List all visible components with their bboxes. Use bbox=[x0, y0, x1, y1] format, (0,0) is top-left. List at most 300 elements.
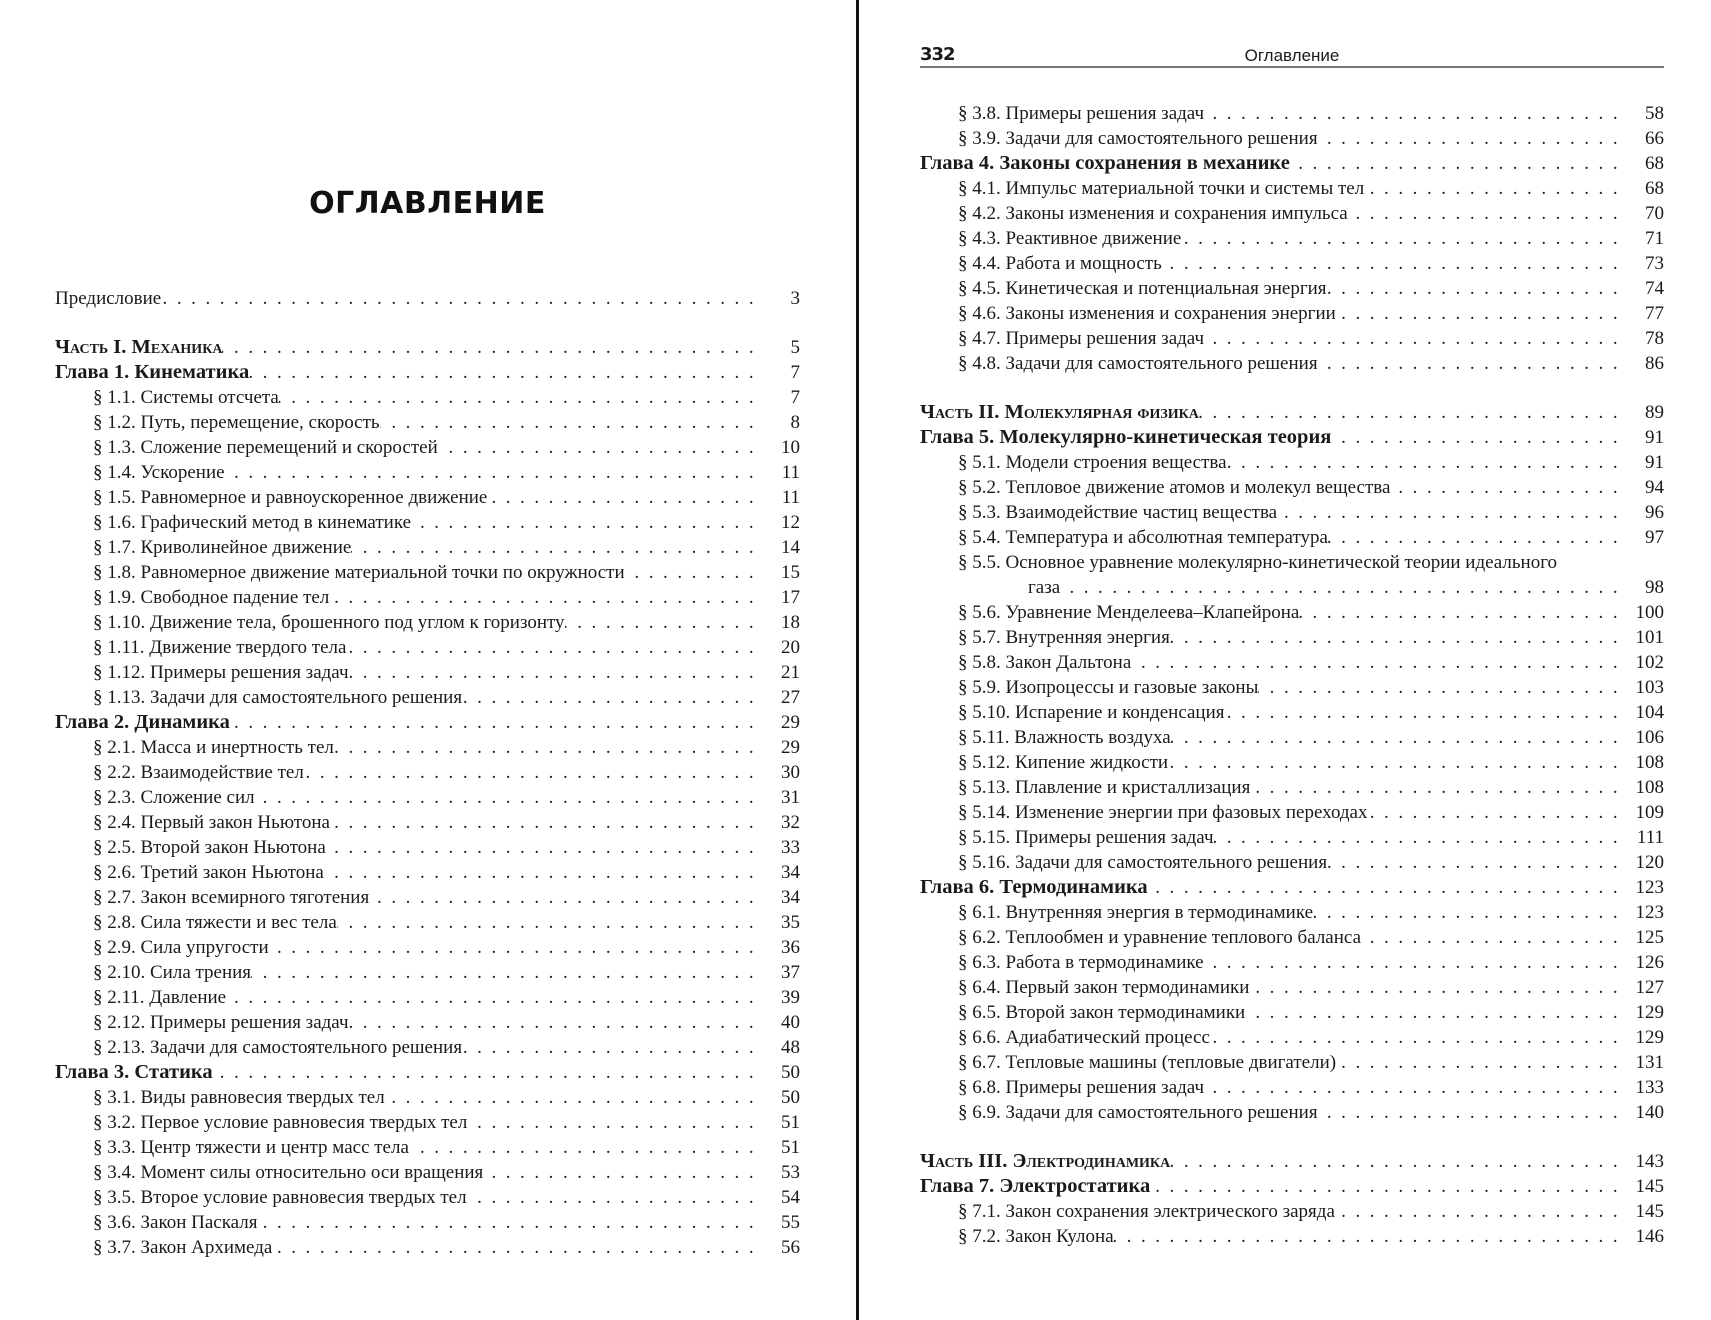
toc-entry-label: § 6.9. Задачи для самостоятельного решения bbox=[958, 1102, 1318, 1123]
toc-entry-label: § 3.5. Второе условие равновесия твердых тел bbox=[93, 1187, 467, 1208]
toc-entry-label: газа bbox=[1028, 577, 1061, 598]
dot-leader bbox=[269, 935, 756, 960]
toc-page-number: 140 bbox=[1635, 1102, 1664, 1123]
dot-leader bbox=[329, 585, 756, 610]
toc-page-number: 35 bbox=[781, 912, 800, 933]
dot-leader bbox=[1162, 251, 1620, 276]
toc-entry-label: § 4.3. Реактивное движение bbox=[958, 228, 1182, 249]
toc-entry-sec bbox=[55, 435, 800, 460]
toc-page-number: 73 bbox=[1645, 253, 1664, 274]
dot-leader bbox=[222, 335, 756, 360]
toc-entry-sec bbox=[920, 850, 1664, 875]
dot-leader bbox=[1327, 850, 1620, 875]
dot-leader bbox=[411, 510, 756, 535]
toc-page-number: 97 bbox=[1645, 527, 1664, 548]
toc-page-number: 7 bbox=[790, 362, 800, 383]
page-number: 332 bbox=[920, 44, 955, 65]
toc-page-number: 8 bbox=[790, 412, 800, 433]
toc-entry-label: Глава 3. Статика bbox=[55, 1061, 213, 1083]
toc-entry-sec bbox=[55, 635, 800, 660]
toc-page-number: 18 bbox=[781, 612, 800, 633]
toc-right-page bbox=[920, 101, 1664, 1249]
toc-page-number: 50 bbox=[781, 1062, 800, 1083]
toc-page-number: 96 bbox=[1645, 502, 1664, 523]
dot-leader bbox=[409, 1135, 756, 1160]
dot-leader bbox=[346, 635, 756, 660]
toc-page-number: 70 bbox=[1645, 203, 1664, 224]
toc-entry-sec bbox=[55, 410, 800, 435]
toc-entry-label: Глава 1. Кинематика bbox=[55, 361, 250, 383]
dot-leader bbox=[483, 1160, 756, 1185]
toc-entry-sec bbox=[55, 485, 800, 510]
toc-entry-chap bbox=[920, 875, 1664, 900]
dot-leader bbox=[1171, 725, 1620, 750]
dot-leader bbox=[467, 1185, 756, 1210]
toc-page-number: 30 bbox=[781, 762, 800, 783]
dot-leader bbox=[1249, 975, 1620, 1000]
toc-entry-label: § 5.10. Испарение и конденсация bbox=[958, 702, 1225, 723]
page-gutter-divider bbox=[856, 0, 859, 1320]
toc-entry-label: § 1.12. Примеры решения задач bbox=[93, 662, 349, 683]
toc-entry-sec bbox=[55, 1085, 800, 1110]
dot-leader bbox=[330, 810, 756, 835]
toc-entry-label: § 6.4. Первый закон термодинамики bbox=[958, 977, 1250, 998]
toc-entry-sec bbox=[55, 535, 800, 560]
toc-entry-label: § 3.6. Закон Паскаля bbox=[93, 1212, 258, 1233]
toc-page-number: 145 bbox=[1635, 1201, 1664, 1222]
dot-leader bbox=[1318, 126, 1620, 151]
toc-entry-sec bbox=[55, 810, 800, 835]
toc-page-number: 123 bbox=[1635, 902, 1664, 923]
dot-leader bbox=[1368, 800, 1621, 825]
toc-entry-label: § 2.8. Сила тяжести и вес тела bbox=[93, 912, 337, 933]
toc-entry-chap bbox=[920, 1174, 1664, 1199]
toc-page-number: 50 bbox=[781, 1087, 800, 1108]
toc-entry-label: Глава 5. Молекулярно-кинетическая теория bbox=[920, 426, 1332, 448]
toc-entry-sec bbox=[920, 1075, 1664, 1100]
toc-entry-label: § 2.13. Задачи для самостоятельного решения bbox=[93, 1037, 463, 1058]
toc-entry-label: § 2.4. Первый закон Ньютона bbox=[93, 812, 330, 833]
toc-entry-sec bbox=[920, 326, 1664, 351]
toc-page-number: 145 bbox=[1635, 1176, 1664, 1197]
toc-entry-sec bbox=[55, 910, 800, 935]
toc-page-number: 91 bbox=[1645, 427, 1664, 448]
toc-page-number: 68 bbox=[1645, 153, 1664, 174]
toc-entry-sec bbox=[920, 975, 1664, 1000]
toc-entry-label: § 6.1. Внутренняя энергия в термодинамике bbox=[958, 902, 1314, 923]
toc-entry-label: § 4.8. Задачи для самостоятельного решения bbox=[958, 353, 1318, 374]
dot-leader bbox=[225, 460, 756, 485]
toc-page-number: 53 bbox=[781, 1162, 800, 1183]
dot-leader bbox=[1299, 600, 1620, 625]
toc-page-number: 58 bbox=[1645, 103, 1664, 124]
dot-leader bbox=[1060, 575, 1620, 600]
toc-entry-label: § 2.7. Закон всемирного тяготения bbox=[93, 887, 370, 908]
toc-entry-sec bbox=[55, 1110, 800, 1135]
toc-entry-label: § 1.5. Равномерное и равноускоренное движение bbox=[93, 487, 488, 508]
toc-entry-sec bbox=[55, 1185, 800, 1210]
toc-entry-label: § 4.7. Примеры решения задач bbox=[958, 328, 1205, 349]
dot-leader bbox=[1290, 151, 1620, 176]
toc-entry-label: § 2.11. Давление bbox=[93, 987, 227, 1008]
toc-entry-label: § 3.3. Центр тяжести и центр масс тела bbox=[93, 1137, 409, 1158]
dot-leader bbox=[487, 485, 756, 510]
toc-entry-label: § 6.7. Тепловые машины (тепловые двигатели) bbox=[958, 1052, 1337, 1073]
toc-entry-label: § 6.5. Второй закон термодинамики bbox=[958, 1002, 1246, 1023]
toc-entry-label: § 2.3. Сложение сил bbox=[93, 787, 255, 808]
toc-entry-sec bbox=[920, 675, 1664, 700]
toc-entry-sec bbox=[920, 276, 1664, 301]
dot-leader bbox=[1318, 1100, 1620, 1125]
toc-entry-label: § 6.2. Теплообмен и уравнение теплового баланса bbox=[958, 927, 1362, 948]
toc-page-number: 146 bbox=[1635, 1226, 1664, 1247]
toc-page-number: 94 bbox=[1645, 477, 1664, 498]
toc-entry-label: § 2.10. Сила трения bbox=[93, 962, 252, 983]
toc-entry-sec bbox=[55, 1160, 800, 1185]
dot-leader bbox=[625, 560, 756, 585]
toc-entry-sec bbox=[55, 1210, 800, 1235]
toc-entry-part bbox=[920, 1149, 1664, 1174]
toc-title: ОГЛАВЛЕНИЕ bbox=[309, 186, 546, 221]
dot-leader bbox=[1170, 625, 1620, 650]
toc-page-number: 129 bbox=[1635, 1027, 1664, 1048]
toc-entry-sec bbox=[55, 460, 800, 485]
toc-entry-sec bbox=[55, 685, 800, 710]
toc-entry-label: § 5.8. Закон Дальтона bbox=[958, 652, 1132, 673]
toc-left-page bbox=[55, 286, 800, 1260]
toc-entry-sec bbox=[920, 1000, 1664, 1025]
toc-entry-label: § 5.11. Влажность воздуха bbox=[958, 727, 1171, 748]
toc-entry-sec bbox=[920, 176, 1664, 201]
toc-page-number: 31 bbox=[781, 787, 800, 808]
toc-entry-label: § 5.6. Уравнение Менделеева–Клапейрона bbox=[958, 602, 1300, 623]
dot-leader bbox=[349, 1010, 756, 1035]
dot-leader bbox=[1327, 276, 1620, 301]
toc-entry-sec bbox=[920, 126, 1664, 151]
toc-entry-label: § 6.8. Примеры решения задач bbox=[958, 1077, 1205, 1098]
dot-leader bbox=[467, 1110, 756, 1135]
dot-leader bbox=[1214, 825, 1620, 850]
toc-entry-chap bbox=[55, 710, 800, 735]
toc-entry-sec bbox=[920, 301, 1664, 326]
dot-leader bbox=[279, 385, 756, 410]
toc-entry-label: § 5.9. Изопроцессы и газовые законы bbox=[958, 677, 1259, 698]
toc-entry-sec bbox=[55, 835, 800, 860]
toc-page-number: 102 bbox=[1635, 652, 1664, 673]
toc-entry-sec bbox=[55, 610, 800, 635]
toc-entry-sec bbox=[920, 1224, 1664, 1249]
toc-page-number: 77 bbox=[1645, 303, 1664, 324]
toc-page-number: 51 bbox=[781, 1112, 800, 1133]
toc-page-number: 108 bbox=[1635, 752, 1664, 773]
toc-page-number: 104 bbox=[1635, 702, 1664, 723]
dot-leader bbox=[1245, 1000, 1620, 1025]
toc-page-number: 91 bbox=[1645, 452, 1664, 473]
dot-leader bbox=[1336, 1050, 1620, 1075]
toc-page-number: 120 bbox=[1635, 852, 1664, 873]
toc-entry-sec bbox=[920, 226, 1664, 251]
toc-page-number: 54 bbox=[781, 1187, 800, 1208]
toc-entry-label: § 2.9. Сила упругости bbox=[93, 937, 269, 958]
dot-leader bbox=[1335, 1199, 1620, 1224]
dot-leader bbox=[337, 910, 756, 935]
toc-page-number: 48 bbox=[781, 1037, 800, 1058]
toc-entry-label: § 7.2. Закон Кулона bbox=[958, 1226, 1114, 1247]
toc-entry-label: § 5.4. Температура и абсолютная температура bbox=[958, 527, 1328, 548]
dot-leader bbox=[565, 610, 756, 635]
toc-entry-label: Часть III. Электродинамика bbox=[920, 1150, 1171, 1172]
dot-leader bbox=[1277, 500, 1620, 525]
toc-page-number: 71 bbox=[1645, 228, 1664, 249]
dot-leader bbox=[304, 760, 756, 785]
toc-page-number: 3 bbox=[790, 288, 800, 309]
toc-entry-sec bbox=[55, 660, 800, 685]
toc-entry-label: § 5.7. Внутренняя энергия bbox=[958, 627, 1170, 648]
dot-leader bbox=[258, 1210, 757, 1235]
dot-leader bbox=[226, 985, 756, 1010]
dot-leader bbox=[1336, 301, 1620, 326]
toc-entry-sec bbox=[55, 385, 800, 410]
dot-leader bbox=[1225, 700, 1620, 725]
toc-entry-label: Часть II. Молекулярная физика bbox=[920, 401, 1199, 423]
toc-entry-sec bbox=[55, 1010, 800, 1035]
toc-entry-sec bbox=[920, 351, 1664, 376]
dot-leader bbox=[1170, 1149, 1620, 1174]
toc-page-number: 131 bbox=[1635, 1052, 1664, 1073]
toc-page-number: 34 bbox=[781, 862, 800, 883]
toc-entry-chap bbox=[920, 151, 1664, 176]
toc-entry-label: § 4.6. Законы изменения и сохранения энергии bbox=[958, 303, 1336, 324]
toc-entry-sec bbox=[920, 725, 1664, 750]
toc-entry-sec bbox=[920, 800, 1664, 825]
toc-page-number: 15 bbox=[781, 562, 800, 583]
dot-leader bbox=[1114, 1224, 1620, 1249]
toc-page-number: 78 bbox=[1645, 328, 1664, 349]
toc-entry-sec bbox=[55, 1035, 800, 1060]
toc-entry-sec bbox=[55, 510, 800, 535]
toc-entry-label: § 6.3. Работа в термодинамике bbox=[958, 952, 1204, 973]
dot-leader bbox=[1199, 400, 1620, 425]
toc-entry-label: § 3.8. Примеры решения задач bbox=[958, 103, 1205, 124]
toc-entry-sec bbox=[920, 500, 1664, 525]
toc-entry-label: § 5.1. Модели строения вещества bbox=[958, 452, 1227, 473]
toc-entry-label: § 1.8. Равномерное движение материальной точки по окружности bbox=[93, 562, 625, 583]
dot-leader bbox=[1131, 650, 1620, 675]
toc-entry-sec bbox=[55, 735, 800, 760]
dot-leader bbox=[1181, 226, 1620, 251]
toc-entry-label: § 3.2. Первое условие равновесия твердых тел bbox=[93, 1112, 468, 1133]
dot-leader bbox=[1390, 475, 1620, 500]
toc-entry-label: § 7.1. Закон сохранения электрического заряда bbox=[958, 1201, 1335, 1222]
toc-entry-label: § 4.1. Импульс материальной точки и системы тел bbox=[958, 178, 1365, 199]
toc-entry-label: Глава 6. Термодинамика bbox=[920, 876, 1148, 898]
dot-leader bbox=[385, 1085, 756, 1110]
dot-leader bbox=[369, 885, 756, 910]
toc-entry-sec bbox=[920, 650, 1664, 675]
toc-entry-sec bbox=[55, 885, 800, 910]
toc-entry-sec bbox=[920, 1199, 1664, 1224]
toc-entry-sec bbox=[920, 600, 1664, 625]
toc-entry-sec bbox=[920, 525, 1664, 550]
toc-entry-label: § 1.6. Графический метод в кинематике bbox=[93, 512, 412, 533]
toc-page-number: 40 bbox=[781, 1012, 800, 1033]
dot-leader bbox=[1204, 326, 1620, 351]
dot-leader bbox=[1318, 351, 1620, 376]
toc-entry-label: Предисловие bbox=[55, 288, 162, 309]
toc-page-number: 106 bbox=[1635, 727, 1664, 748]
toc-page-number: 56 bbox=[781, 1237, 800, 1258]
toc-entry-label: § 5.2. Тепловое движение атомов и молекул вещества bbox=[958, 477, 1391, 498]
toc-page-number: 20 bbox=[781, 637, 800, 658]
toc-page-number: 98 bbox=[1645, 577, 1664, 598]
toc-page-number: 123 bbox=[1635, 877, 1664, 898]
toc-page-number: 29 bbox=[781, 712, 800, 733]
toc-entry-sec bbox=[920, 1050, 1664, 1075]
toc-entry-sec bbox=[55, 560, 800, 585]
toc-entry-label: § 3.7. Закон Архимеда bbox=[93, 1237, 273, 1258]
toc-entry-sec bbox=[55, 860, 800, 885]
toc-entry-sec bbox=[920, 1100, 1664, 1125]
toc-entry-sec bbox=[55, 1135, 800, 1160]
toc-page-number: 32 bbox=[781, 812, 800, 833]
toc-page-number: 11 bbox=[781, 462, 800, 483]
toc-page-number: 7 bbox=[790, 387, 800, 408]
toc-page-number: 29 bbox=[781, 737, 800, 758]
dot-leader bbox=[462, 685, 756, 710]
toc-page-number: 51 bbox=[781, 1137, 800, 1158]
toc-page-number: 27 bbox=[781, 687, 800, 708]
toc-entry-label: Глава 4. Законы сохранения в механике bbox=[920, 152, 1290, 174]
running-header-title: Оглавление bbox=[1244, 46, 1340, 65]
dot-leader bbox=[1361, 925, 1620, 950]
toc-entry-label: § 2.12. Примеры решения задач bbox=[93, 1012, 349, 1033]
toc-entry-sec bbox=[920, 101, 1664, 126]
dot-leader bbox=[462, 1035, 756, 1060]
toc-entry-chap bbox=[920, 425, 1664, 450]
toc-entry-sec bbox=[920, 750, 1664, 775]
toc-entry-label: § 1.2. Путь, перемещение, скорость bbox=[93, 412, 380, 433]
toc-entry-line: § 5.5. Основное уравнение молекулярно-кинетической теории идеального bbox=[958, 552, 1558, 573]
dot-leader bbox=[324, 860, 756, 885]
toc-entry-label: § 5.13. Плавление и кристаллизация bbox=[958, 777, 1251, 798]
toc-entry-label: § 1.4. Ускорение bbox=[93, 462, 225, 483]
toc-entry-label: § 5.16. Задачи для самостоятельного решения bbox=[958, 852, 1328, 873]
dot-leader bbox=[249, 360, 756, 385]
dot-leader bbox=[326, 835, 756, 860]
toc-entry-sec bbox=[55, 1235, 800, 1260]
toc-entry-label: § 3.4. Момент силы относительно оси вращения bbox=[93, 1162, 484, 1183]
dot-leader bbox=[1204, 950, 1620, 975]
toc-entry-sec bbox=[920, 625, 1664, 650]
toc-entry-plain bbox=[55, 286, 800, 311]
toc-page-number: 86 bbox=[1645, 353, 1664, 374]
toc-entry-label: § 4.5. Кинетическая и потенциальная энергия bbox=[958, 278, 1327, 299]
toc-page-number: 36 bbox=[781, 937, 800, 958]
toc-entry-label: § 5.12. Кипение жидкости bbox=[958, 752, 1169, 773]
header-rule bbox=[920, 66, 1664, 68]
toc-entry-label: § 2.1. Масса и инертность тел bbox=[93, 737, 334, 758]
dot-leader bbox=[272, 1235, 756, 1260]
dot-leader bbox=[334, 735, 756, 760]
dot-leader bbox=[1227, 450, 1620, 475]
toc-entry-label: § 3.1. Виды равновесия твердых тел bbox=[93, 1087, 385, 1108]
toc-page-number: 5 bbox=[790, 337, 800, 358]
toc-entry-label: § 5.14. Изменение энергии при фазовых переходах bbox=[958, 802, 1368, 823]
toc-entry-sec bbox=[920, 900, 1664, 925]
toc-page-number: 133 bbox=[1635, 1077, 1664, 1098]
toc-entry-label: § 3.9. Задачи для самостоятельного решения bbox=[958, 128, 1318, 149]
toc-entry-sec bbox=[55, 760, 800, 785]
toc-page-number: 143 bbox=[1635, 1151, 1664, 1172]
toc-page-number: 33 bbox=[781, 837, 800, 858]
toc-page-number: 11 bbox=[781, 487, 800, 508]
dot-leader bbox=[1168, 750, 1620, 775]
dot-leader bbox=[1204, 1075, 1620, 1100]
toc-entry-label: § 4.4. Работа и мощность bbox=[958, 253, 1162, 274]
toc-page-number: 111 bbox=[1636, 827, 1664, 848]
toc-entry-sec bbox=[920, 1025, 1664, 1050]
toc-page-number: 74 bbox=[1645, 278, 1664, 299]
toc-entry-label: § 2.2. Взаимодействие тел bbox=[93, 762, 304, 783]
toc-entry-label: § 1.1. Системы отсчета bbox=[93, 387, 279, 408]
dot-leader bbox=[1328, 525, 1620, 550]
toc-page-number: 101 bbox=[1635, 627, 1664, 648]
toc-entry-label: § 1.13. Задачи для самостоятельного решения bbox=[93, 687, 463, 708]
toc-entry-sec bbox=[55, 585, 800, 610]
dot-leader bbox=[1210, 1025, 1620, 1050]
toc-entry-sec bbox=[920, 950, 1664, 975]
toc-entry-label: § 4.2. Законы изменения и сохранения импульса bbox=[958, 203, 1348, 224]
dot-leader bbox=[1331, 425, 1620, 450]
toc-page-number: 100 bbox=[1635, 602, 1664, 623]
toc-page-number: 129 bbox=[1635, 1002, 1664, 1023]
dot-leader bbox=[1364, 176, 1620, 201]
toc-entry-label: § 2.5. Второй закон Ньютона bbox=[93, 837, 326, 858]
toc-entry-label: § 5.15. Примеры решения задач bbox=[958, 827, 1214, 848]
toc-page-number: 66 bbox=[1645, 128, 1664, 149]
toc-entry-sec bbox=[55, 935, 800, 960]
toc-page-number: 34 bbox=[781, 887, 800, 908]
toc-entry-sec bbox=[55, 960, 800, 985]
dot-leader bbox=[349, 660, 756, 685]
toc-page-number: 17 bbox=[781, 587, 800, 608]
toc-entry-sec bbox=[920, 450, 1664, 475]
dot-leader bbox=[1313, 900, 1620, 925]
toc-page-number: 10 bbox=[781, 437, 800, 458]
dot-leader bbox=[255, 785, 756, 810]
toc-entry-sec bbox=[920, 251, 1664, 276]
toc-entry-sec bbox=[920, 925, 1664, 950]
dot-leader bbox=[351, 535, 756, 560]
dot-leader bbox=[1250, 775, 1620, 800]
dot-leader bbox=[1204, 101, 1620, 126]
toc-page-number: 39 bbox=[781, 987, 800, 1008]
toc-entry-sec bbox=[55, 985, 800, 1010]
dot-leader bbox=[438, 435, 756, 460]
toc-entry-sec bbox=[920, 475, 1664, 500]
toc-page-number: 14 bbox=[781, 537, 800, 558]
toc-entry-sec bbox=[920, 201, 1664, 226]
dot-leader bbox=[1348, 201, 1620, 226]
toc-entry-part bbox=[55, 335, 800, 360]
toc-entry-label: § 5.3. Взаимодействие частиц вещества bbox=[958, 502, 1278, 523]
dot-leader bbox=[251, 960, 756, 985]
dot-leader bbox=[230, 710, 756, 735]
toc-entry-label: § 1.7. Криволинейное движение bbox=[93, 537, 352, 558]
dot-leader bbox=[1148, 875, 1620, 900]
toc-page-number: 55 bbox=[781, 1212, 800, 1233]
toc-entry-label: Глава 7. Электростатика bbox=[920, 1175, 1151, 1197]
